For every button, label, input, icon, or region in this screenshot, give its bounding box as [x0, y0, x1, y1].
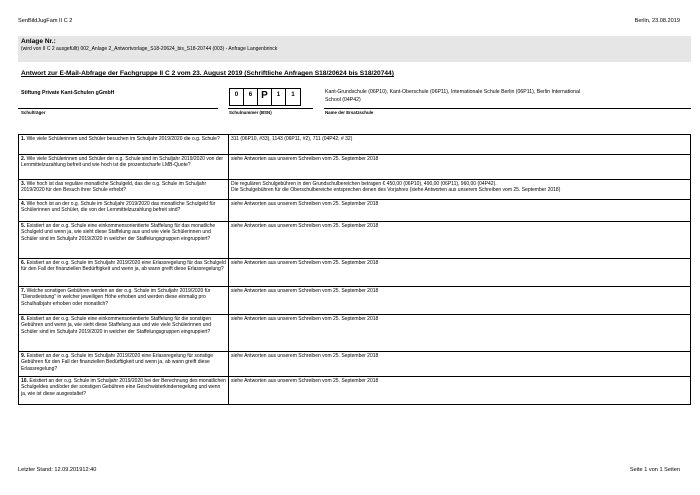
question-cell: [19, 180, 229, 200]
footer-page-number: Seite 1 von 1 Seiten: [629, 467, 680, 473]
table-row: [19, 155, 691, 180]
school-number-digit: 0: [230, 89, 244, 105]
question-number: 4.: [21, 201, 26, 207]
table-row: [19, 287, 691, 315]
answer-cell: siehe Antworten aus unserem Schreiben vom 25. September 2018: [229, 200, 691, 222]
question-number: 7.: [21, 288, 26, 294]
question-text: Wie hoch ist an der o.g. Schule im Schuljahr 2019/2020 das monatliche Schulgeld für Schülerinnen und Schüler, die von der Lernmittelzuzahlung befreit sind?: [21, 201, 216, 214]
divider-line: [324, 108, 691, 109]
answer-cell: 311 (06P10, #33), 1143 (06P11, #2), 711 (04P42, # 32): [229, 135, 691, 155]
table-row: [19, 135, 691, 155]
school-number-boxes: [229, 88, 301, 106]
answer-cell: siehe Antworten aus unserem Schreiben vom 25. September 2018: [229, 315, 691, 352]
table-row: [19, 315, 691, 352]
answer-cell: siehe Antworten aus unserem Schreiben vom 25. September 2018: [229, 155, 691, 180]
anlage-title: Anlage Nr.:: [21, 38, 56, 45]
question-cell: [19, 287, 229, 315]
question-number: 6.: [21, 260, 26, 266]
question-cell: [19, 377, 229, 405]
answer-title: Antwort zur E-Mail-Abfrage der Fachgruppe II C 2 vom 23. August 2019 (Schriftliche Anfragen S18/20624 bis S18/20744): [21, 70, 394, 77]
question-cell: [19, 315, 229, 352]
question-text: Existiert an der o.g. Schule im Schuljahr 2019/2020 eine Erlassregelung für sonstige Gebühren für den Fall der finanziellen Bedürftigkeit und wenn ja, ab wann greift diese Erlassregelung?: [21, 353, 214, 372]
question-number: 2.: [21, 156, 26, 162]
question-text: Wie hoch ist das reguläre monatliche Schulgeld, das die o.g. Schule im Schuljahr 2019/2020 für den Besuch ihrer Schule erhebt?: [21, 181, 207, 194]
question-cell: [19, 352, 229, 377]
question-cell: [19, 222, 229, 259]
school-names: Kant-Grundschule (06P10), Kant-Oberschule (06P11), Internationale Schule Berlin (06P11), Berlin International School (04P42): [325, 89, 581, 103]
school-number-digit: 1: [272, 89, 286, 105]
school-number-digit: 6: [244, 89, 258, 105]
school-number-label: Schulnummer (BSN): [229, 110, 272, 115]
question-cell: [19, 259, 229, 287]
table-row: [19, 259, 691, 287]
school-number-digit: 1: [291, 91, 295, 98]
question-cell: [19, 155, 229, 180]
school-operator-label: Schulträger: [21, 110, 46, 115]
question-text: Welche sonstigen Gebühren werden an der o.g. Schule im Schuljahr 2019/2020 für "Dienstleistung" in welcher jeweiligen Höhe erhoben und werden diese einmalig pro Schulhalbjahr erhoben oder monatlich?: [21, 288, 211, 307]
question-number: 10.: [21, 378, 28, 384]
answer-cell: siehe Antworten aus unserem Schreiben vom 25. September 2018: [229, 352, 691, 377]
question-cell: [19, 135, 229, 155]
question-text: Existiert an der o.g. Schule eine einkommensorientierte Staffelung für die sonstigen Gebühren und wenn ja, wie sieht diese Staffelung aus und wie viele Schülerinnen und Schüler sind im Schuljahr 2019/2020 in welcher der Staffelungsgruppen eingruppiert?: [21, 316, 212, 335]
question-text: Existiert an der o.g. Schule im Schuljahr 2019/2020 bei der Berechnung des monatlichen Schulgeldes und/oder der sonstigen Gebühren eine Geschwisterkinderregelung und wenn ja, wie ist diese ausgestaltet?: [21, 378, 226, 397]
question-text: Existiert an der o.g. Schule im Schuljahr 2019/2020 eine Erlassregelung für das Schulgeld für den Fall der finanziellen Bedürftigkeit und wenn ja, ab wann greift diese Erlassregelung?: [21, 260, 226, 273]
school-number-digit: P: [258, 89, 272, 105]
table-row: [19, 352, 691, 377]
answer-cell: siehe Antworten aus unserem Schreiben vom 25. September 2018: [229, 259, 691, 287]
table-row: [19, 180, 691, 200]
question-number: 8.: [21, 316, 26, 322]
question-number: 3.: [21, 181, 26, 187]
question-number: 5.: [21, 223, 26, 229]
answer-cell: siehe Antworten aus unserem Schreiben vom 25. September 2018: [229, 222, 691, 259]
school-name-label: Name der Ersatzschule: [325, 110, 374, 115]
question-text: Wie viele Schülerinnen und Schüler besuchen im Schuljahr 2019/2020 die o.g. Schule?: [26, 136, 220, 142]
school-operator-name: Stiftung Private Kant-Schulen gGmbH: [21, 90, 115, 96]
question-number: 1.: [21, 136, 26, 142]
table-row: [19, 222, 691, 259]
table-row: [19, 377, 691, 405]
question-text: Wie viele Schülerinnen und Schüler der o.g. Schule sind im Schuljahr 2019/2020 von der Lernmittelzuzahlung befreit und wie hoch ist die prozentscharfe LMB-Quote?: [21, 156, 224, 169]
header-department: SenBildJugFam II C 2: [18, 18, 73, 24]
divider-line: [228, 108, 313, 109]
header-date: Berlin, 23.08.2019: [634, 18, 680, 24]
footer-last-updated: Letzter Stand: 12.09.201912:40: [18, 467, 97, 473]
answer-cell: Die regulären Schulgebühren in den Grundschulbereichen betragen € 450,00 (06P10), 490,00 (06P11), 960,00 (04P42). Die Schulgebühren für die Oberschulbereiche entsprechen denen des Vorjahres (siehe Antworten aus unserem Schreiben vom 25. September 2018): [229, 180, 691, 200]
anlage-note: (wird von II C 2 ausgefüllt) 002_Anlage 2_Antwortvorlage_S18-20624_bis_S18-20744 (003) - Anfrage Langenbrinck: [21, 46, 278, 52]
table-row: [19, 200, 691, 222]
question-text: Existiert an der o.g. Schule eine einkommensorientierte Staffelung für das monatliche Schulgeld und wenn ja, wie sieht diese Staffelung aus und wie viele Schülerinnen und Schüler sind im Schuljahr 2019/2020 in welcher der Staffelungsgruppen eingruppiert?: [21, 223, 216, 242]
question-cell: [19, 200, 229, 222]
divider-line: [18, 108, 218, 109]
question-number: 9.: [21, 353, 26, 359]
questions-table: [18, 134, 691, 405]
answer-cell: siehe Antworten aus unserem Schreiben vom 25. September 2018: [229, 287, 691, 315]
answer-cell: siehe Antworten aus unserem Schreiben vom 25. September 2018: [229, 377, 691, 405]
